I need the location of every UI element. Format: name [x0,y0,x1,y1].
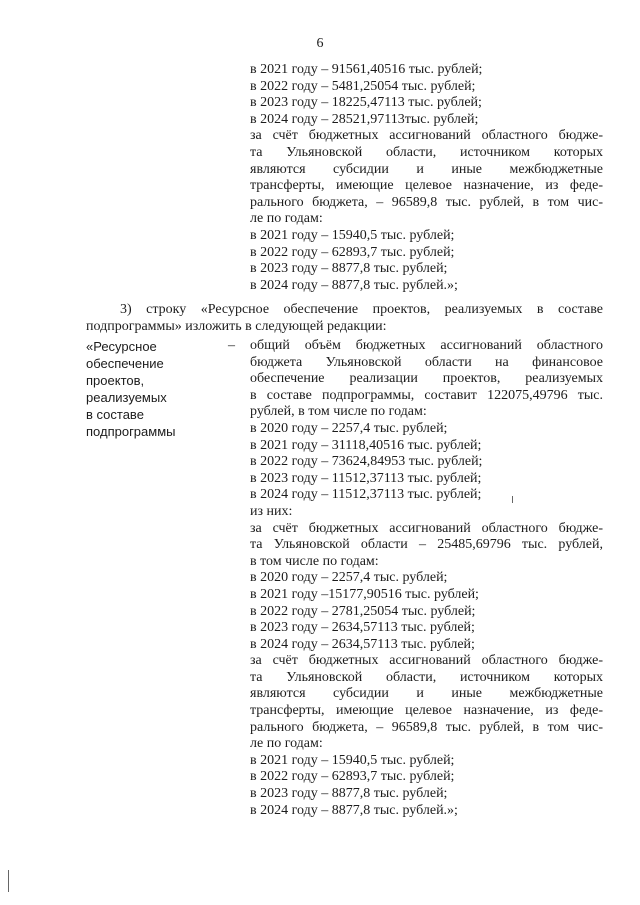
year-line: в 2020 году – 2257,4 тыс. рублей; [250,570,448,586]
page-number: 6 [316,36,324,51]
year-line: в 2023 году – 2634,57113 тыс. рублей; [250,620,475,636]
year-line: в 2021 году – 15940,5 тыс. рублей; [250,752,455,768]
label-line: в составе [86,407,144,422]
text-line: общий объём бюджетных ассигнований областного [250,338,603,353]
row-label [86,338,236,440]
amendment-paragraph [86,302,603,335]
year-line: в 2024 году – 8877,8 тыс. рублей.»; [250,802,458,818]
text-line: из них: [250,503,293,519]
text-line: являются субсидии и иные межбюджетные [250,161,603,177]
text-line: ле по годам: [250,211,323,227]
label-line: обеспечение [86,356,164,371]
year-line: в 2022 году – 5481,25054 тыс. рублей; [250,78,476,94]
text-line: в составе подпрограммы, составит 122075,49796 тыс. [250,387,603,403]
year-line: в 2023 году – 11512,37113 тыс. рублей; [250,470,482,486]
scan-mark [8,870,9,892]
year-line: в 2023 году – 8877,8 тыс. рублей; [250,786,448,802]
text-line: ле по годам: [250,736,323,752]
text-line: являются субсидии и иные межбюджетные [250,686,603,702]
text-line: та Ульяновской области – 25485,69796 тыс. рублей, [250,537,603,553]
year-line: в 2024 году – 28521,97113тыс. рублей; [250,111,479,127]
paragraph-line: подпрограммы» изложить в следующей редакции: [86,318,387,334]
year-line: в 2020 году – 2257,4 тыс. рублей; [250,420,448,436]
text-line: за счёт бюджетных ассигнований областного бюдже- [250,520,603,536]
year-line: в 2022 году – 73624,84953 тыс. рублей; [250,454,483,470]
year-line: в 2024 году – 8877,8 тыс. рублей.»; [250,277,458,293]
year-line: в 2022 году – 62893,7 тыс. рублей; [250,769,455,785]
top-funding-block [250,62,603,294]
bottom-funding-block [250,338,603,819]
text-line: рального бюджета, – 96589,8 тыс. рублей, в том чис- [250,194,603,210]
text-line: рального бюджета, – 96589,8 тыс. рублей, в том чис- [250,719,603,735]
label-line: подпрограммы [86,424,176,439]
year-line: в 2024 году – 2634,57113 тыс. рублей; [250,636,475,652]
text-line: та Ульяновской области, источником которых [250,144,603,160]
year-line: в 2023 году – 18225,47113 тыс. рублей; [250,95,482,111]
paragraph-line: 3) строку «Ресурсное обеспечение проектов, реализуемых в составе [120,302,603,317]
text-line: трансферты, имеющие целевое назначение, из феде- [250,703,603,719]
scan-mark [512,496,513,503]
text-line: трансферты, имеющие целевое назначение, из феде- [250,178,603,194]
year-line: в 2022 году – 2781,25054 тыс. рублей; [250,603,476,619]
text-line: та Ульяновской области, источником которых [250,669,603,685]
year-line: в 2021 году – 31118,40516 тыс. рублей; [250,437,482,453]
year-line: в 2022 году – 62893,7 тыс. рублей; [250,244,455,260]
year-line: в 2023 году – 8877,8 тыс. рублей; [250,261,448,277]
text-line: за счёт бюджетных ассигнований областного бюдже- [250,653,603,669]
text-line: бюджета Ульяновской области на финансовое [250,354,603,370]
year-line: в 2021 году – 15940,5 тыс. рублей; [250,227,455,243]
label-line: «Ресурсное [86,339,157,354]
text-line: в том числе по годам: [250,553,379,569]
label-line: реализуемых [86,390,167,405]
year-line: в 2024 году – 11512,37113 тыс. рублей; [250,487,482,503]
label-line: проектов, [86,373,145,388]
year-line: в 2021 году – 91561,40516 тыс. рублей; [250,62,483,77]
text-line: обеспечение реализации проектов, реализуемых [250,371,603,387]
year-line: в 2021 году –15177,90516 тыс. рублей; [250,586,479,602]
text-line: рублей, в том числе по годам: [250,404,427,420]
label-dash: – [228,338,235,353]
text-line: за счёт бюджетных ассигнований областного бюдже- [250,128,603,144]
